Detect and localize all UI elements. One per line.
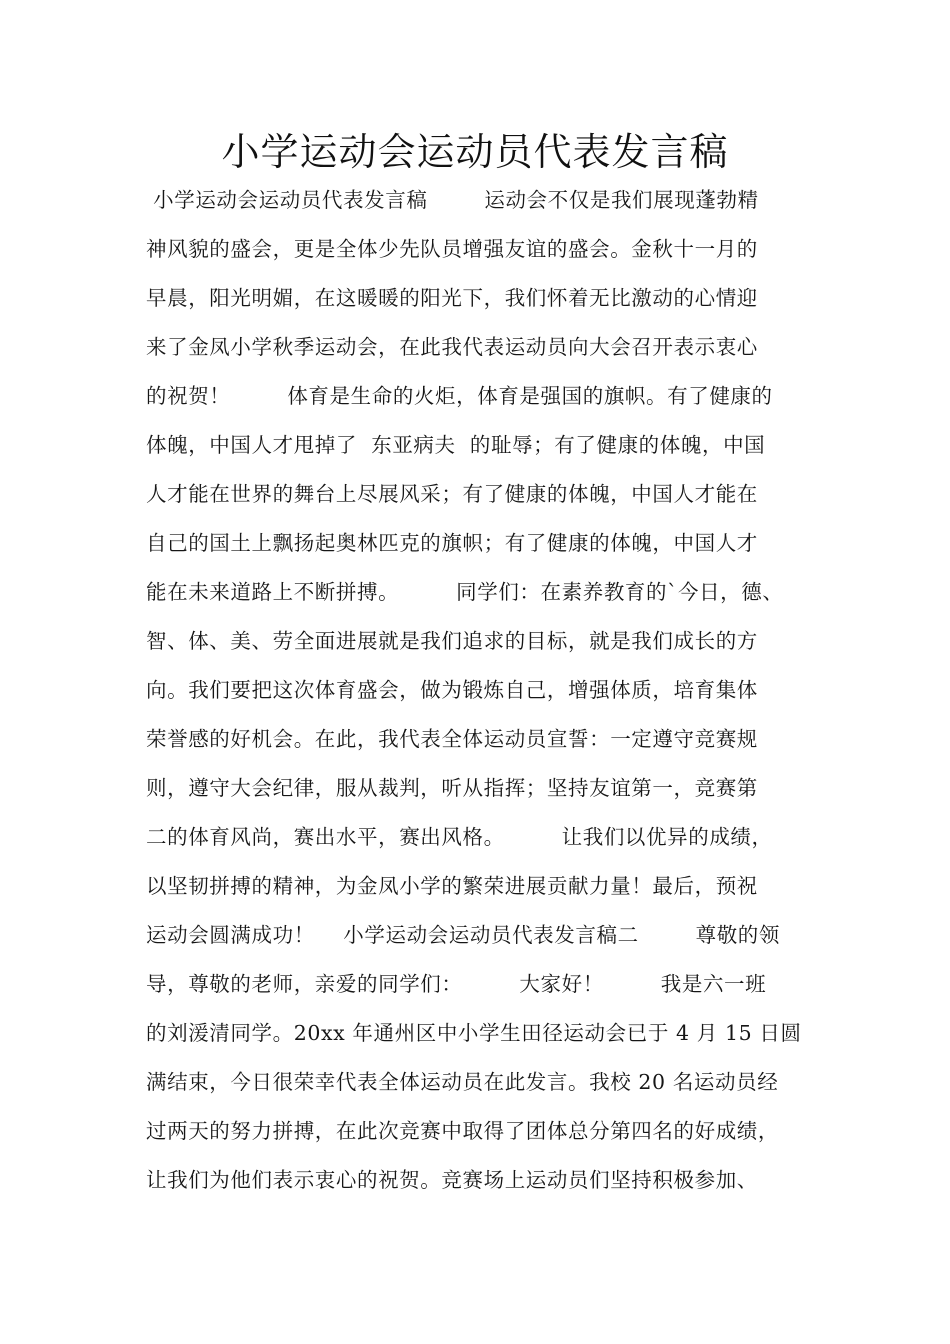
body-line: 体魄，中国人才甩掉了 东亚病夫 的耻辱；有了健康的体魄，中国: [146, 433, 766, 457]
body-line: 能在未来道路上不断拼搏。 同学们：在素养教育的`今日，德、: [146, 580, 784, 604]
body-line: 人才能在世界的舞台上尽展风采；有了健康的体魄，中国人才能在: [146, 482, 758, 506]
body-line: 让我们为他们表示衷心的祝贺。竞赛场上运动员们坚持积极参加、: [146, 1168, 758, 1192]
body-line: 以坚韧拼搏的精神，为金凤小学的繁荣进展贡献力量！最后，预祝: [146, 874, 758, 898]
body-line: 早晨，阳光明媚，在这暖暖的阳光下，我们怀着无比激动的心情迎: [146, 286, 758, 310]
body-line: 小学运动会运动员代表发言稿 运动会不仅是我们展现蓬勃精: [146, 188, 759, 212]
body-line: 自己的国土上飘扬起奥林匹克的旗帜；有了健康的体魄，中国人才: [146, 531, 758, 555]
body-line: 过两天的努力拼搏，在此次竞赛中取得了团体总分第四名的好成绩，: [146, 1119, 779, 1143]
body-line: 导，尊敬的老师，亲爱的同学们： 大家好！ 我是六一班: [146, 972, 767, 996]
body-line: 满结束，今日很荣幸代表全体运动员在此发言。我校 20 名运动员经: [146, 1070, 779, 1094]
body-line: 神风貌的盛会，更是全体少先队员增强友谊的盛会。金秋十一月的: [146, 237, 758, 261]
body-line: 运动会圆满成功！ 小学运动会运动员代表发言稿二 尊敬的领: [146, 923, 780, 947]
document-title: 小学运动会运动员代表发言稿: [221, 130, 729, 174]
body-line: 荣誉感的好机会。在此，我代表全体运动员宣誓：一定遵守竞赛规: [146, 727, 758, 751]
body-line: 的祝贺！ 体育是生命的火炬，体育是强国的旗帜。有了健康的: [146, 384, 773, 408]
body-line: 智、体、美、劳全面进展就是我们追求的目标，就是我们成长的方: [146, 629, 758, 653]
body-line: 的刘湲清同学。20xx 年通州区中小学生田径运动会已于 4 月 15 日圆: [146, 1021, 802, 1045]
body-line: 则，遵守大会纪律，服从裁判，听从指挥；坚持友谊第一，竞赛第: [146, 776, 758, 800]
body-line: 来了金凤小学秋季运动会，在此我代表运动员向大会召开表示衷心: [146, 335, 758, 359]
body-line: 二的体育风尚，赛出水平，赛出风格。 让我们以优异的成绩，: [146, 825, 773, 849]
body-line: 向。我们要把这次体育盛会，做为锻炼自己，增强体质，培育集体: [146, 678, 758, 702]
